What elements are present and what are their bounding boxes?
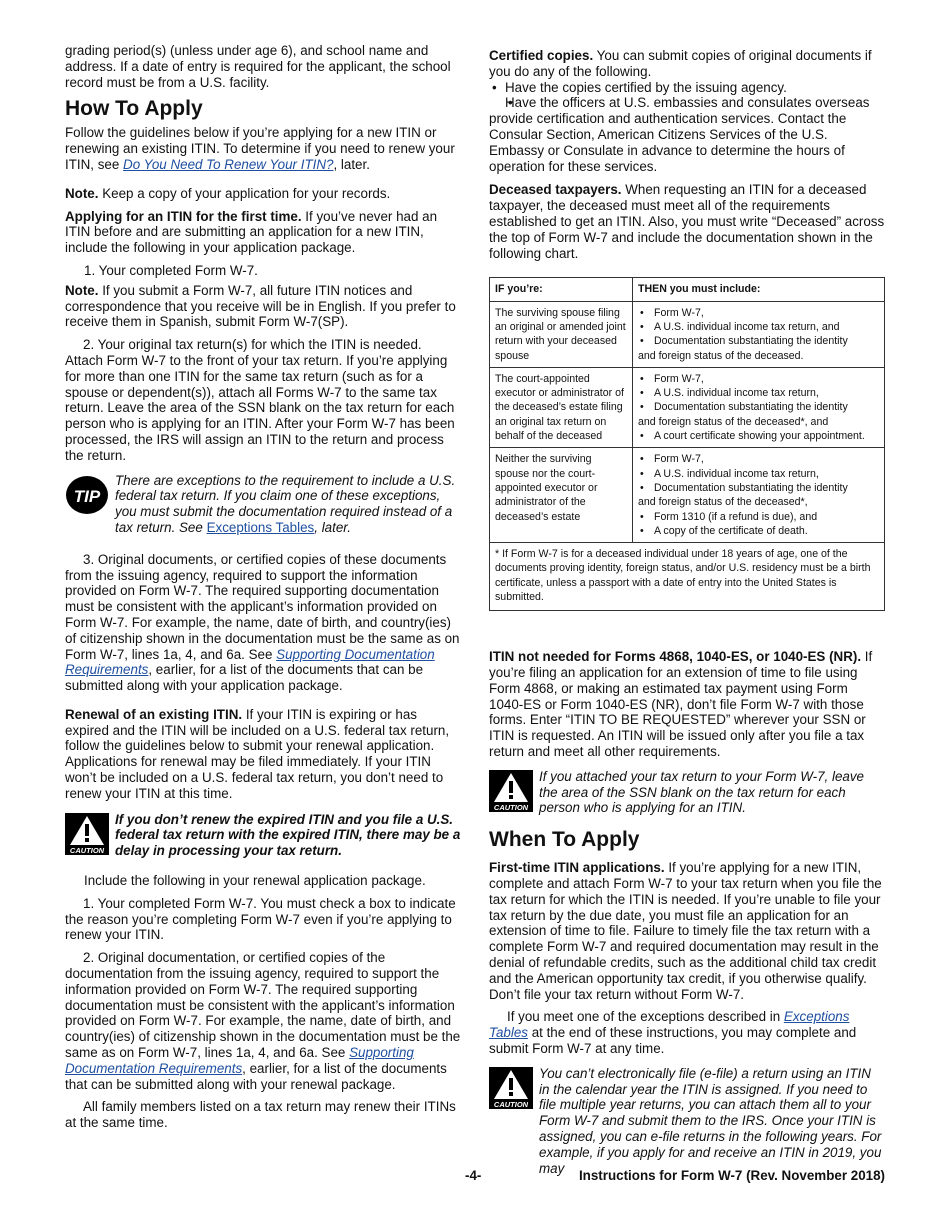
list-item: 1. Your completed Form W-7. xyxy=(84,262,258,278)
caution-icon xyxy=(65,813,109,855)
list-item: • Have the copies certified by the issuing agency. xyxy=(489,80,885,96)
paragraph: Follow the guidelines below if you’re applying for a new ITIN or renewing an existing ITIN. To determine if you need to renew your ITIN, see Do You Need To Renew Your ITIN?, later. xyxy=(65,125,455,172)
bullet-list xyxy=(489,80,885,175)
table-cell xyxy=(633,448,885,543)
paragraph: Certified copies. You can submit copies of original documents if you do any of the following. xyxy=(489,48,872,79)
deceased-chart-table xyxy=(489,277,885,611)
list-item: • Form 1310 (if a refund is due), and xyxy=(638,510,879,524)
table-row xyxy=(490,367,885,447)
paragraph: Deceased taxpayers. When requesting an ITIN for a deceased taxpayer, the deceased must meet all of the requirements established to get an ITIN. Also, you must write “Deceased” across the top of Form W-7 and include the documentation shown in the following chart. xyxy=(489,182,885,261)
left-column xyxy=(65,43,461,1138)
list-item: • Documentation substantiating the identity xyxy=(638,481,879,495)
table-header: THEN you must include: xyxy=(633,278,885,301)
table-row xyxy=(490,448,885,543)
list-item: • A U.S. individual income tax return, xyxy=(638,386,879,400)
paragraph: Renewal of an existing ITIN. If your ITIN is expiring or has expired and the ITIN will be included on a U.S. federal tax return, follow the guidelines below to submit your renewal application. Applications for renewal may be filed immediately. If your ITIN won’t be included on a U.S. federal tax return, you don’t need to renew your ITIN at this time. xyxy=(65,706,450,801)
paragraph: Applying for an ITIN for the first time. If you’ve never had an ITIN before and are submitting an application for a new ITIN, include the following in your application package. xyxy=(65,208,438,256)
table-cell xyxy=(633,301,885,367)
list-item: • A U.S. individual income tax return, xyxy=(638,467,879,481)
table-cell: The surviving spouse filing an original or amended joint return with your deceased spouse xyxy=(490,301,633,367)
list-item: • Have the officers at U.S. embassies and consulates overseas provide certification and authentication services. Contact the Consular Section, American Citizens Services of the U.S. Embassy or Consulate in advance to determine the hours of operation for these services. xyxy=(489,95,885,174)
paragraph: First-time ITIN applications. If you’re applying for a new ITIN, complete and attach Form W-7 to your tax return when you file the tax return for which the ITIN is needed. If you’re unable to file your tax return by the due date, you must file an application for an extension of time to file. Failure to timely file the tax return with a complete Form W-7 and required documentation may result in the denial of refundable credits, such as the additional child tax credit and the American opportunity tax credit, if you otherwise qualify. Don’t file your tax return without Form W-7. xyxy=(489,860,882,1002)
table-cell xyxy=(633,367,885,447)
caution-box: CAUTION You can’t electronically file (e-file) a return using an ITIN in the calendar year the ITIN is assigned. If you need to file multiple year returns, you can attach them all to your Form W-7 and submit them to the IRS. Once your ITIN is assigned, you can e-file returns in the following years. For example, if you apply for and receive an ITIN in 2019, you may xyxy=(489,1066,885,1177)
list-item-continued: and foreign status of the deceased*, and xyxy=(638,415,829,428)
note: Note. Keep a copy of your application for your records. xyxy=(65,185,391,201)
table-header-row xyxy=(490,278,885,301)
link-supporting-docs-2[interactable]: Supporting Documentation Requirements xyxy=(65,1045,414,1076)
svg-text:TIP: TIP xyxy=(73,486,101,506)
table-cell: The court-appointed executor or administrator of the deceased’s estate filing an original tax return on behalf of the deceased xyxy=(490,367,633,447)
list-item: • Documentation substantiating the identity xyxy=(638,334,879,348)
link-exceptions-tables-2[interactable]: Exceptions Tables xyxy=(489,1009,850,1041)
list-item: • A copy of the certificate of death. xyxy=(638,524,879,538)
caution-box: CAUTION If you don’t renew the expired ITIN and you file a U.S. federal tax return with the expired ITIN, there may be a delay in processing your tax return. xyxy=(65,812,461,859)
link-exceptions-tables[interactable]: Exceptions Tables xyxy=(206,519,315,535)
note: Note. If you submit a Form W-7, all future ITIN notices and correspondence that you receive will be in English. If you prefer to receive them in Spanish, submit Form W-7(SP). xyxy=(65,282,456,330)
caution-icon xyxy=(489,1067,533,1109)
table-row xyxy=(490,301,885,367)
list-item: • Form W-7, xyxy=(638,372,879,386)
right-column xyxy=(489,48,885,1186)
list-item: • Documentation substantiating the identity xyxy=(638,400,879,414)
list-item: • A court certificate showing your appointment. xyxy=(638,429,879,443)
list-item: 2. Original documentation, or certified copies of the documentation from the issuing agency, required to support the information provided on Form W-7. The required supporting documentation must be consistent with the applicant’s information provided on Form W-7. For example, the name, date of birth, and country(ies) of citizenship shown in the documentation must be the same as on Form W-7, lines 1a, 4, and 6a. See Supporting Documentation Requirements, earlier, for a list of the documents that can be submitted along with your renewal package. xyxy=(65,950,461,1092)
paragraph: If you meet one of the exceptions described in Exceptions Tables at the end of these instructions, you may complete and submit Form W-7 at any time. xyxy=(489,1009,857,1057)
link-supporting-docs[interactable]: Supporting Documentation Requirements xyxy=(65,646,435,678)
link-renew-itin[interactable]: Do You Need To Renew Your ITIN? xyxy=(123,156,334,172)
paragraph: Include the following in your renewal application package. xyxy=(84,873,426,889)
list-item: 1. Your completed Form W-7. You must check a box to indicate the reason you’re completing Form W-7 even if you’re applying to renew your ITIN. xyxy=(65,895,456,943)
table-footnote: * If Form W-7 is for a deceased individual under 18 years of age, one of the documents proving identity, foreign status, and/or U.S. residency must be a birth certificate, unless a passport with a date of entry into the United States is submitted. xyxy=(490,543,885,611)
svg-text:CAUTION: CAUTION xyxy=(493,1099,529,1109)
list-item-continued: and foreign status of the deceased*, xyxy=(638,496,808,509)
paragraph: All family members listed on a tax return may renew their ITINs at the same time. xyxy=(65,1099,456,1131)
caution-box: CAUTION If you attached your tax return to your Form W-7, leave the area of the SSN blank on the tax return for each person who is applying for an ITIN. xyxy=(489,769,885,816)
caution-icon xyxy=(489,770,533,812)
tip-icon xyxy=(65,474,109,516)
list-item: 2. Your original tax return(s) for which the ITIN is needed. Attach Form W-7 to the front of your tax return. If you’re applying for more than one ITIN for the same tax return (such as for a spouse or dependent(s)), attach all Forms W-7 to the same tax return. Leave the area of the SSN blank on the tax return for each person who is applying for an ITIN. After your Form W-7 has been processed, the IRS will assign an ITIN to the return and process the return. xyxy=(65,337,455,463)
table-cell: Neither the surviving spouse nor the court-appointed executor or administrator of the deceased’s estate xyxy=(490,448,633,543)
section-heading-how-to-apply: How To Apply xyxy=(65,97,203,121)
page-number: -4- xyxy=(465,1168,482,1183)
list-item: • Form W-7, xyxy=(638,452,879,466)
paragraph: grading period(s) (unless under age 6), and school name and address. If a date of entry is required for the applicant, the school record must be from a U.S. facility. xyxy=(65,43,451,90)
list-item: • A U.S. individual income tax return, and xyxy=(638,320,879,334)
list-item: 3. Original documents, or certified copies of these documents from the issuing agency, required to support the information provided on Form W-7. The required supporting documentation must be consistent with the applicant’s information provided on Form W-7. For example, the name, date of birth, and country(ies) of citizenship shown in the documentation must be the same as on Form W-7, lines 1a, 4, and 6a. See Supporting Documentation Requirements, earlier, for a list of the documents that can be submitted along with your application package. xyxy=(65,551,460,694)
table-footnote-row xyxy=(490,543,885,611)
list-item-continued: and foreign status of the deceased. xyxy=(638,349,804,362)
paragraph: ITIN not needed for Forms 4868, 1040-ES, or 1040-ES (NR). If you’re filing an application for an extension of time to file using Form 4868, or making an estimated tax payment using Form 1040-ES or Form 1040-ES (NR), don’t file Form W-7 with those forms. Enter “ITIN TO BE REQUESTED” wherever your SSN or ITIN is requested. An ITIN will be issued only after you file a tax return and meet all other requirements. xyxy=(489,649,873,760)
tip-box: TIP There are exceptions to the requirement to include a U.S. federal tax return. If you claim one of these exceptions, you must submit the documentation required instead of a tax return. See Exceptions Tables, later. xyxy=(65,473,461,536)
table-header: IF you’re: xyxy=(490,278,633,301)
list-item: • Form W-7, xyxy=(638,306,879,320)
svg-text:CAUTION: CAUTION xyxy=(493,802,529,812)
footer-title: Instructions for Form W-7 (Rev. November 2018) xyxy=(578,1168,885,1183)
section-heading-when-to-apply: When To Apply xyxy=(489,828,640,852)
svg-text:CAUTION: CAUTION xyxy=(69,845,105,855)
